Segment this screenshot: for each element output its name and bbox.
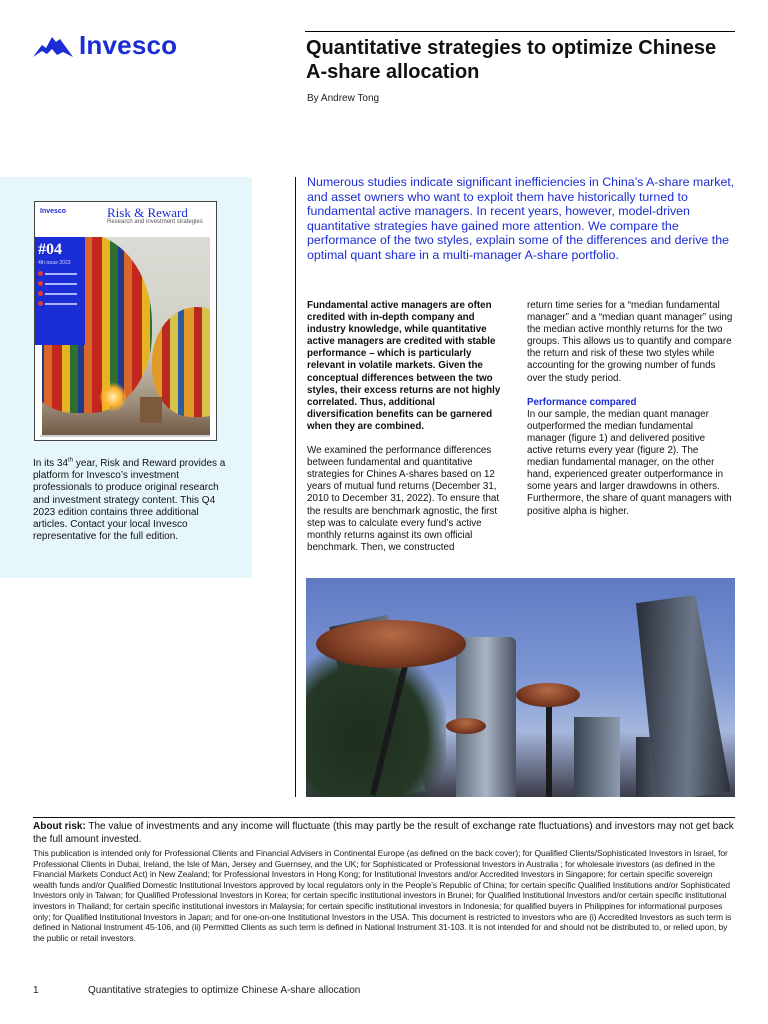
- cover-caption: [40, 435, 210, 437]
- cover-toc-item: [38, 291, 82, 296]
- cover-issue-date: 4th issue 2023: [38, 260, 71, 266]
- umbrella-sculpture: [516, 683, 580, 707]
- shanghai-skyline-photo: [306, 578, 735, 797]
- risk-rule: [33, 817, 735, 818]
- umbrella-pole: [546, 703, 552, 797]
- body-paragraph: In our sample, the median quant manager outperformed the median fundamental manager (figure 1) and delivered positive active returns every year (figure 2). The median fundamental manager, on the other hand, experienced greater outperformance in some years and larger drawdowns in others. Furthermore, the share of quant managers with positive alpha is higher.: [527, 408, 732, 517]
- skyscraper: [456, 637, 516, 797]
- footer-title: Quantitative strategies to optimize Chinese A-share allocation: [88, 985, 361, 996]
- byline: By Andrew Tong: [307, 93, 380, 104]
- intro-paragraph: Numerous studies indicate significant inefficiencies in China’s A-share market, and asset owners who want to exploit them have historically turned to fundamental active managers. In recent years, however, model-driven quantitative strategies have gained more attention. We compare the performance of the two styles, explain some of the differences and derive the optimal quant share in a multi-manager A-share portfolio.: [307, 175, 735, 262]
- body-column-1: [307, 300, 503, 554]
- cover-title: Risk & Reward: [107, 205, 188, 220]
- mountain-logo-icon: [33, 33, 73, 59]
- cover-issue-band: [35, 237, 85, 345]
- cover-toc-item: [38, 301, 82, 306]
- invesco-logo: [33, 30, 177, 61]
- bullet-icon: [38, 301, 43, 306]
- document-title: Quantitative strategies to optimize Chinese A-share allocation: [306, 37, 717, 83]
- sidebar-description: In its 34th year, Risk and Reward provides a platform for Invesco’s investment professionals to produce original research and investment strategy content. This Q4 2023 edition contains three additional articles. Contact your local Invesco representative for the full edition.: [33, 457, 226, 543]
- cover-issue-number: #04: [38, 241, 62, 258]
- cover-logo: Invesco: [40, 208, 67, 215]
- body-column-2: [527, 300, 733, 518]
- body-paragraph: We examined the performance differences between fundamental and quantitative strategies for Chines A-shares based on 12 years of mutual fund returns (December 31, 2010 to December 31, 2022). To ensure that the results are benchmark agnostic, the first step was to calculate every fund’s active monthly returns against its own official benchmark. Then, we constructed: [307, 445, 500, 553]
- skyscraper: [574, 717, 620, 797]
- cover-toc-item: [38, 281, 82, 286]
- section-heading: Performance compared: [527, 396, 637, 408]
- burner-flame: [100, 382, 126, 412]
- bullet-icon: [38, 291, 43, 296]
- lead-paragraph: Fundamental active managers are often credited with in-depth company and industry knowledge, while quantitative active managers are credited with stable performance – which is particularly relevant in volatile markets. Given the conceptual differences between the two styles, their excess returns are not highly correlated. Thus, additional diversification benefits can be garnered when they are combined.: [307, 300, 501, 432]
- umbrella-sculpture: [446, 718, 486, 734]
- publication-cover: [34, 201, 217, 441]
- cover-subtitle: Research and investment strategies: [107, 219, 203, 225]
- risk-text: The value of investments and any income will fluctuate (this may partly be the result of exchange rate fluctuations) and investors may not get back the full amount invested.: [33, 821, 734, 845]
- title-rule: [305, 31, 735, 32]
- cover-toc-item: [38, 271, 82, 276]
- risk-statement: [33, 821, 735, 846]
- bullet-icon: [38, 281, 43, 286]
- body-paragraph: return time series for a “median fundamental manager” and a “median quant manager” using the median active monthly returns for the two groups. This allows us to quantify and compare the return and risk of these two styles while accounting for the growing number of funds over the study period.: [527, 300, 733, 384]
- balloon-basket: [140, 397, 162, 423]
- page-number: 1: [33, 985, 39, 996]
- umbrella-sculpture: [316, 620, 466, 668]
- column-divider: [295, 177, 296, 797]
- risk-label: About risk:: [33, 821, 86, 832]
- logo-text: Invesco: [79, 30, 178, 60]
- bullet-icon: [38, 271, 43, 276]
- disclaimer-text: This publication is intended only for Professional Clients and Financial Advisers in Continental Europe (as defined on the back cover); for Qualified Clients/Sophisticated Investors in Israel, for Professional Clients in Dubai, Ireland, the Isle of Man, Jersey and Guernsey, and the UK; for Sophisticated or Professional Investors in Australia ; for wholesale investors (as defined in the Financial Markets Conduct Act) in New Zealand; for Professional Investors in Hong Kong; for Institutional Investors and/or Accredited Investors in Singapore; for certain specific sovereign wealth funds and/or Qualified Domestic Institutional Investors approved by local regulators only in the People’s Republic of China; for certain specific Qualified Institutions and/or Sophisticated Investors only in Taiwan; for Qualified Professional Investors in Korea; for certain specific institutional investors in Brunei; for Qualified Institutional Investors and/or certain specific institutional investors in Thailand; for certain specific institutional investors in Malaysia; for certain specific institutional investors in Indonesia; for qualified buyers in Philippines for informational purposes only; for Qualified Institutional Investors in Japan; and for one-on-one Institutional Investors in the USA. This document is restricted to investors who are (i) Accredited Investors as such term is defined in National Instrument 45-106, and (ii) Permitted Clients as such term is defined in National Instrument 31-103. It is not intended for and should not be distributed to, or relied upon, by the public or retail investors.: [33, 848, 732, 943]
